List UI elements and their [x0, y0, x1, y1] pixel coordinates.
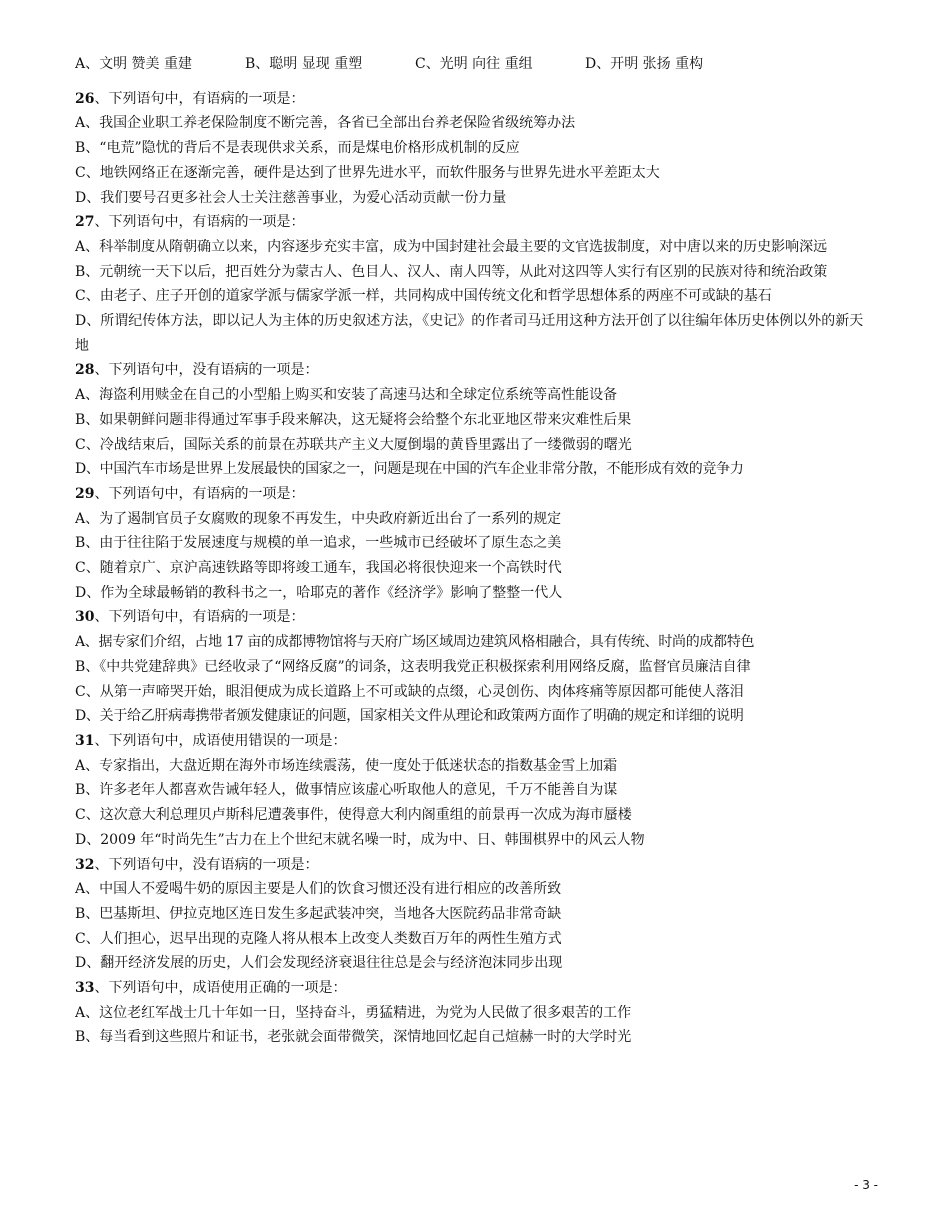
question-32-option-b: B、巴基斯坦、伊拉克地区连日发生多起武装冲突，当地各大医院药品非常奇缺: [75, 905, 562, 922]
question-30-option-b: B、《中共党建辞典》已经收录了“网络反腐”的词条，这表明我党正积极探索利用网络反腐，监督官员廉洁自律: [75, 658, 751, 675]
question-number: 27: [75, 214, 95, 231]
question-number: 26: [75, 90, 95, 107]
question-30-stem: [75, 605, 875, 630]
question-26-option-d: D、我们要号召更多社会人士关注慈善事业，为爱心活动贡献一份力量: [75, 189, 507, 206]
question-31-option-c: C、这次意大利总理贝卢斯科尼遭袭事件，使得意大利内阁重组的前景再一次成为海市蜃楼: [75, 807, 632, 824]
question-text: 、下列语句中，成语使用正确的一项是：: [94, 980, 347, 997]
question-29-option-a: A、为了遏制官员子女腐败的现象不再发生，中央政府新近出台了一系列的规定: [75, 510, 562, 527]
question-number: 33: [75, 980, 95, 997]
document-page: [75, 52, 875, 1050]
question-text: 、下列语句中，没有语病的一项是：: [94, 856, 319, 873]
question-31-option-a: A、专家指出，大盘近期在海外市场连续震荡，使一度处于低迷状态的指数基金雪上加霜: [75, 757, 618, 774]
question-33-option-a: A、这位老红军战士几十年如一日，坚持奋斗，勇猛精进，为党为人民做了很多艰苦的工作: [75, 1004, 632, 1021]
question-27-option-b: B、元朝统一天下以后，把百姓分为蒙古人、色目人、汉人、南人四等，从此对这四等人实行有区别的民族对待和统治政策: [75, 263, 828, 280]
question-text: 、下列语句中，成语使用错误的一项是：: [94, 732, 347, 749]
question-30-option-c: C、从第一声啼哭开始，眼泪便成为成长道路上不可或缺的点缀，心灵创伤、肉体疼痛等原因都可能使人落泪: [75, 683, 744, 700]
question-number: 28: [75, 362, 95, 379]
question-26-option-c: C、地铁网络正在逐渐完善，硬件是达到了世界先进水平，而软件服务与世界先进水平差距太大: [75, 164, 660, 181]
question-26-option-a: A、我国企业职工养老保险制度不断完善，各省已全部出台养老保险省级统筹办法: [75, 115, 576, 132]
question-29-option-d: D、作为全球最畅销的教科书之一，哈耶克的著作《经济学》影响了整整一代人: [75, 584, 563, 601]
question-number: 32: [75, 856, 95, 873]
question-32-option-a: A、中国人不爱喝牛奶的原因主要是人们的饮食习惯还没有进行相应的改善所致: [75, 881, 562, 898]
question-30-option-d: D、关于给乙肝病毒携带者颁发健康证的问题，国家相关文件从理论和政策两方面作了明确的规定和详细的说明: [75, 708, 744, 725]
question-text: 、下列语句中，有语病的一项是：: [94, 609, 305, 626]
option-b: B、聪明 显现 重塑: [245, 56, 363, 72]
option-c: C、光明 向往 重组: [415, 56, 533, 72]
question-31-stem: [75, 729, 875, 754]
question-number: 31: [75, 732, 95, 749]
question-29-option-c: C、随着京广、京沪高速铁路等即将竣工通车，我国必将很快迎来一个高铁时代: [75, 560, 562, 577]
question-number: 30: [75, 609, 95, 626]
question-26-option-b: B、“电荒”隐忧的背后不是表现供求关系，而是煤电价格形成机制的反应: [75, 140, 520, 157]
question-31-option-b: B、许多老年人都喜欢告诫年轻人，做事情应该虚心听取他人的意见，千万不能善自为谋: [75, 782, 618, 799]
question-27-option-a: A、科举制度从隋朝确立以来，内容逐步充实丰富，成为中国封建社会最主要的文官选拔制度，对中唐以来的历史影响深远: [75, 238, 828, 255]
question-27-option-d: D、所谓纪传体方法，即以记人为主体的历史叙述方法，《史记》的作者司马迁用这种方法开创了以往编年体历史体例以外的新天地: [75, 313, 864, 354]
question-number: 29: [75, 485, 95, 502]
option-d: D、开明 张扬 重构: [585, 56, 704, 72]
question-27-stem: [75, 210, 875, 235]
question-28-option-b: B、如果朝鲜问题非得通过军事手段来解决，这无疑将会给整个东北亚地区带来灾难性后果: [75, 411, 632, 428]
question-28-option-c: C、冷战结束后，国际关系的前景在苏联共产主义大厦倒塌的黄昏里露出了一缕微弱的曙光: [75, 436, 632, 453]
question-26-stem: [75, 87, 875, 112]
question-32-stem: [75, 853, 875, 878]
question-29-stem: [75, 482, 875, 507]
question-32-option-d: D、翻开经济发展的历史，人们会发现经济衰退往往总是会与经济泡沫同步出现: [75, 955, 563, 972]
question-28-stem: [75, 358, 875, 383]
question-text: 、下列语句中，有语病的一项是：: [94, 90, 305, 107]
question-25-options: [75, 52, 875, 77]
question-31-option-d: D、2009 年“时尚先生”古力在上个世纪末就名噪一时，成为中、日、韩围棋界中的风云人物: [75, 831, 645, 848]
page-number: - 3 -: [854, 1178, 878, 1192]
question-text: 、下列语句中，有语病的一项是：: [94, 214, 305, 231]
question-30-option-a: A、据专家们介绍，占地 17 亩的成都博物馆将与天府广场区域周边建筑风格相融合，具有传统、时尚的成都特色: [75, 634, 755, 651]
question-28-option-d: D、中国汽车市场是世界上发展最快的国家之一，问题是现在中国的汽车企业非常分散，不能形成有效的竞争力: [75, 461, 744, 478]
question-33-option-b: B、每当看到这些照片和证书，老张就会面带微笑，深情地回忆起自己煊赫一时的大学时光: [75, 1029, 632, 1046]
question-29-option-b: B、由于往往陷于发展速度与规模的单一追求，一些城市已经破坏了原生态之美: [75, 535, 562, 552]
question-28-option-a: A、海盗利用赎金在自己的小型船上购买和安装了高速马达和全球定位系统等高性能设备: [75, 387, 618, 404]
question-32-option-c: C、人们担心，迟早出现的克隆人将从根本上改变人类数百万年的两性生殖方式: [75, 930, 562, 947]
question-27-option-c: C、由老子、庄子开创的道家学派与儒家学派一样，共同构成中国传统文化和哲学思想体系的两座不可或缺的基石: [75, 288, 772, 305]
question-text: 、下列语句中，没有语病的一项是：: [94, 362, 319, 379]
option-a: A、文明 赞美 重建: [75, 56, 193, 72]
question-text: 、下列语句中，有语病的一项是：: [94, 485, 305, 502]
question-33-stem: [75, 976, 875, 1001]
